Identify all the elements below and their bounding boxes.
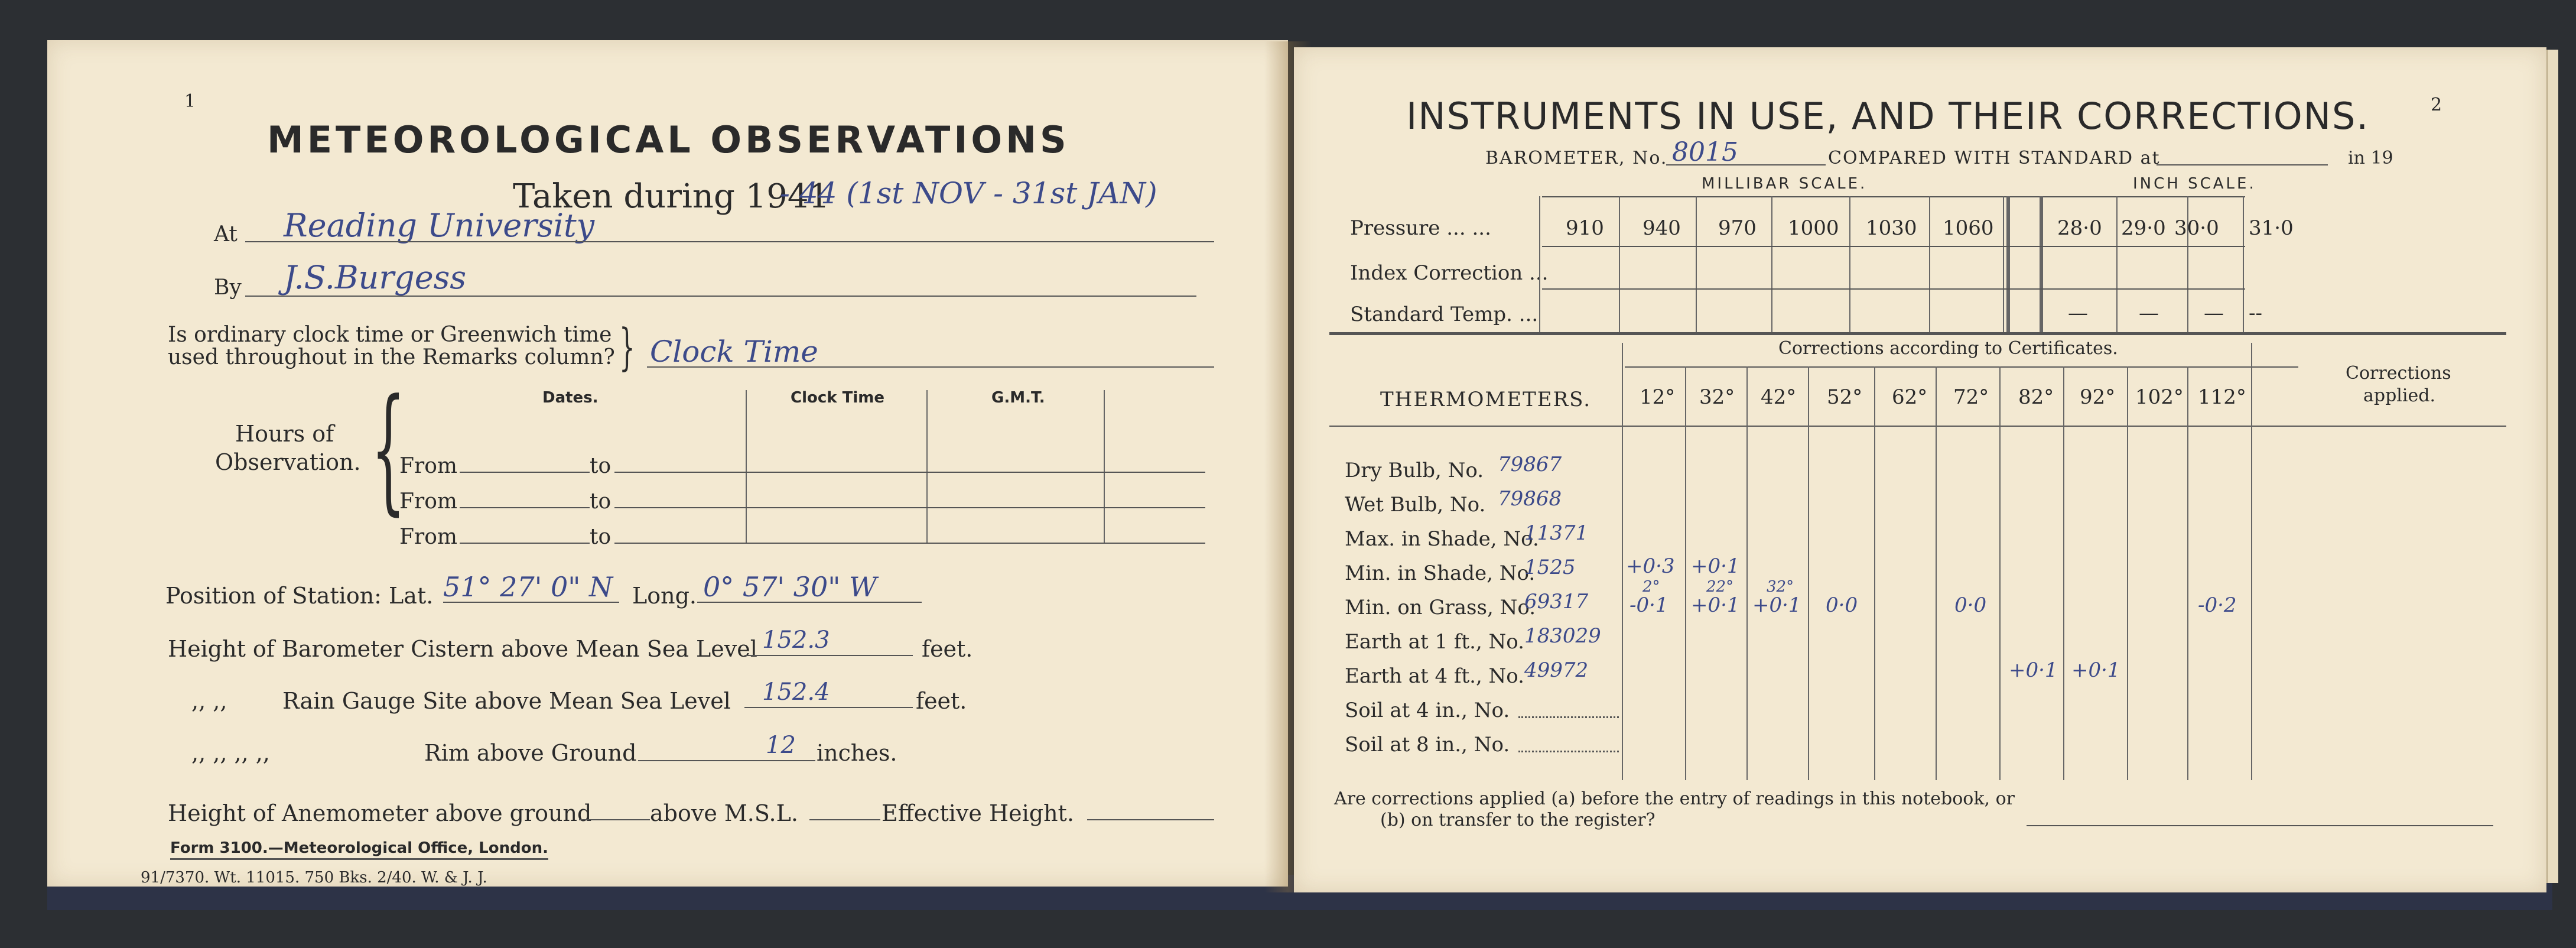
above-msl-label: above M.S.L. xyxy=(650,800,798,826)
correction-value: 0·0 xyxy=(1954,593,1987,617)
millibar-value: 1030 xyxy=(1866,216,1917,240)
print-info: 91/7370. Wt. 11015. 750 Bks. 2/40. W. & J. J. xyxy=(141,869,487,887)
col-dates: Dates. xyxy=(542,389,599,407)
row-label: Pressure ... ... xyxy=(1350,216,1491,240)
rim-line xyxy=(638,760,815,761)
correction-value: 0·0 xyxy=(1826,593,1858,617)
thermometers-heading: THERMOMETERS. xyxy=(1380,388,1592,411)
inch-value: 29·0 xyxy=(2121,216,2166,240)
col-clock-time: Clock Time xyxy=(791,389,884,407)
long-line xyxy=(697,602,922,603)
therm-row-label: Soil at 8 in., No. xyxy=(1345,733,1510,757)
therm-row-number: 69317 xyxy=(1524,590,1589,613)
to-label: to xyxy=(590,489,612,514)
therm-row-number: 49972 xyxy=(1524,658,1589,682)
page-number: 1 xyxy=(184,91,196,112)
rim-label: Rim above Ground xyxy=(424,740,637,766)
therm-row-label: Max. in Shade, No. xyxy=(1345,527,1539,551)
effective-height-label: Effective Height. xyxy=(882,800,1074,826)
barometer-line xyxy=(744,655,913,656)
temp-heading: 12° xyxy=(1640,385,1676,409)
temp-heading: 52° xyxy=(1827,385,1863,409)
correction-temp: 2° xyxy=(1642,578,1660,596)
therm-row-label: Soil at 4 in., No. xyxy=(1345,699,1510,722)
inch-value: 30·0 xyxy=(2174,216,2219,240)
anemometer-label: Height of Anemometer above ground xyxy=(168,800,592,826)
millibar-scale-label: MILLIBAR SCALE. xyxy=(1702,175,1868,193)
page-title: INSTRUMENTS IN USE, AND THEIR CORRECTIONS. xyxy=(1406,95,2370,138)
clock-line xyxy=(647,366,1214,368)
inch-value: 28·0 xyxy=(2057,216,2102,240)
rain-gauge-label: Rain Gauge Site above Mean Sea Level xyxy=(282,688,731,714)
rim-height: 12 xyxy=(766,732,796,759)
temp-heading: 32° xyxy=(1699,385,1735,409)
to-label: to xyxy=(590,525,612,549)
temp-heading: 112° xyxy=(2198,385,2246,409)
compared-line xyxy=(2157,164,2328,165)
corrections-cert-heading: Corrections according to Certificates. xyxy=(1778,338,2118,359)
barometer-height: 152.3 xyxy=(762,626,830,654)
from-label: From xyxy=(399,454,457,478)
at-label: At xyxy=(214,222,238,246)
page-number: 2 xyxy=(2431,95,2442,115)
std-temp-dash: — xyxy=(2139,301,2159,325)
right-page xyxy=(1294,47,2546,892)
hours-label-2: Observation. xyxy=(215,449,361,475)
std-temp-dash: -- xyxy=(2249,301,2262,325)
therm-row-number: 79867 xyxy=(1498,453,1562,476)
col-gmt: G.M.T. xyxy=(991,389,1045,407)
clock-question-1: Is ordinary clock time or Greenwich time xyxy=(168,323,612,347)
correction-value: +0·1 xyxy=(2009,658,2058,682)
rain-gauge-height: 152.4 xyxy=(762,678,830,706)
temp-heading: 102° xyxy=(2135,385,2184,409)
hours-brace-icon: { xyxy=(371,371,406,528)
barometer-no-line xyxy=(1666,164,1826,165)
brace-icon: } xyxy=(619,318,635,376)
correction-temp: 22° xyxy=(1706,578,1734,596)
barometer-number: 8015 xyxy=(1672,137,1738,167)
to-label: to xyxy=(590,454,612,478)
clock-value: Clock Time xyxy=(650,335,818,369)
from-line xyxy=(460,543,590,544)
compared-label: COMPARED WITH STANDARD at xyxy=(1828,148,2161,168)
page-edges xyxy=(2546,50,2558,883)
millibar-value: 940 xyxy=(1642,216,1681,240)
millibar-value: 970 xyxy=(1718,216,1757,240)
longitude-value: 0° 57' 30" W xyxy=(703,571,877,603)
taken-during-handwritten: - 44 (1st NOV - 31st JAN) xyxy=(780,176,1157,210)
std-temp-dash: — xyxy=(2204,301,2224,325)
left-page xyxy=(47,40,1288,887)
correction-temp: 32° xyxy=(1767,578,1794,596)
std-temp-dash: — xyxy=(2068,301,2088,325)
long-label: Long. xyxy=(632,583,697,609)
from-line xyxy=(460,472,590,473)
to-line xyxy=(614,507,1205,508)
barometer-label: BAROMETER, No. xyxy=(1485,148,1668,168)
from-label: From xyxy=(399,489,457,514)
by-label: By xyxy=(214,275,242,300)
millibar-value: 910 xyxy=(1566,216,1604,240)
therm-row-number: 1525 xyxy=(1524,556,1576,579)
millibar-value: 1060 xyxy=(1943,216,1994,240)
temp-heading: 92° xyxy=(2080,385,2116,409)
clock-question-2: used throughout in the Remarks column? xyxy=(168,345,615,369)
temp-heading: 62° xyxy=(1892,385,1928,409)
feet-unit: feet. xyxy=(922,636,973,662)
temp-heading: 72° xyxy=(1953,385,1989,409)
rain-line xyxy=(744,707,913,708)
therm-row-number: 79868 xyxy=(1498,487,1562,511)
corrections-applied-heading-1: Corrections xyxy=(2346,363,2451,384)
msl-line xyxy=(809,819,880,820)
row-label: Standard Temp. ... xyxy=(1350,303,1539,326)
inch-value: 31·0 xyxy=(2249,216,2294,240)
ditto-marks: ,, ,, xyxy=(191,688,227,714)
table-top-line xyxy=(1542,196,2245,197)
correction-value: +0·1 xyxy=(1691,593,1740,617)
form-number: Form 3100.—Meteorological Office, London. xyxy=(170,839,548,857)
section-divider xyxy=(1329,332,2506,335)
effective-line xyxy=(1087,819,1214,820)
feet-unit: feet. xyxy=(916,688,967,714)
correction-value: +0·1 xyxy=(2071,658,2120,682)
at-value: Reading University xyxy=(284,207,595,244)
temp-heading: 82° xyxy=(2018,385,2054,409)
therm-row-number: 183029 xyxy=(1524,624,1601,648)
scale-divider xyxy=(2006,196,2010,332)
table-divider xyxy=(1104,390,1105,544)
anemometer-line xyxy=(579,819,650,820)
corrections-question-2: (b) on transfer to the register? xyxy=(1380,810,1655,830)
correction-value: +0·1 xyxy=(1752,593,1801,617)
table-divider xyxy=(746,390,747,544)
therm-row-number: 11371 xyxy=(1524,521,1589,545)
therm-row-label: Dry Bulb, No. xyxy=(1345,459,1484,482)
corrections-question-1: Are corrections applied (a) before the entry of readings in this notebook, or xyxy=(1334,788,2015,809)
table-divider xyxy=(926,390,928,544)
ditto-marks: ,, ,, ,, ,, xyxy=(191,740,270,766)
to-line xyxy=(614,472,1205,473)
lat-line xyxy=(443,602,619,603)
millibar-value: 1000 xyxy=(1788,216,1839,240)
scale-divider xyxy=(2040,196,2043,332)
corrections-applied-heading-2: applied. xyxy=(2363,385,2435,406)
to-line xyxy=(614,543,1205,544)
temp-heading: 42° xyxy=(1761,385,1797,409)
latitude-value: 51° 27' 0" N xyxy=(443,571,613,603)
correction-value: +0·1 xyxy=(1691,554,1740,578)
inches-unit: inches. xyxy=(817,740,897,766)
position-label: Position of Station: Lat. xyxy=(165,583,434,609)
by-value: J.S.Burgess xyxy=(284,259,467,296)
from-line xyxy=(460,507,590,508)
barometer-label: Height of Barometer Cistern above Mean Sea Level xyxy=(168,636,757,662)
by-line xyxy=(245,296,1196,297)
in19-label: in 19 xyxy=(2348,148,2393,168)
at-line xyxy=(245,241,1214,242)
inch-scale-label: INCH SCALE. xyxy=(2133,175,2256,193)
correction-value: -0·1 xyxy=(1629,593,1668,617)
form-underline xyxy=(170,858,548,860)
taken-during: Taken during 1941 xyxy=(513,177,830,216)
row-label: Index Correction ... xyxy=(1350,261,1549,285)
therm-row-label: Earth at 1 ft., No. xyxy=(1345,630,1524,654)
correction-value: +0·3 xyxy=(1626,554,1675,578)
hours-label-1: Hours of xyxy=(235,421,334,447)
page-title: METEOROLOGICAL OBSERVATIONS xyxy=(267,118,1070,161)
therm-row-label: Earth at 4 ft., No. xyxy=(1345,664,1524,688)
therm-row-label: Wet Bulb, No. xyxy=(1345,493,1486,517)
therm-row-label: Min. in Shade, No. xyxy=(1345,561,1536,585)
therm-row-label: Min. on Grass, No. xyxy=(1345,596,1536,619)
from-label: From xyxy=(399,525,457,549)
correction-value: -0·2 xyxy=(2198,593,2237,617)
